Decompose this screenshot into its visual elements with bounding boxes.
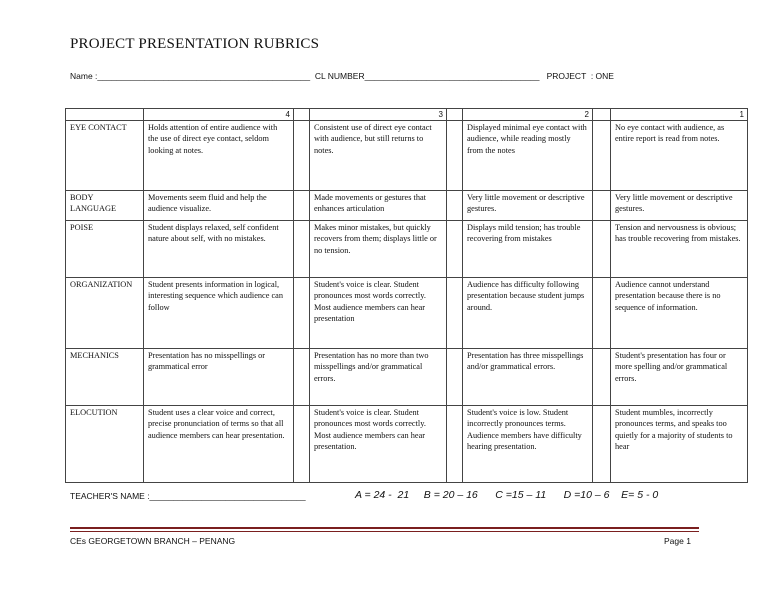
document-title: PROJECT PRESENTATION RUBRICS [70,36,320,52]
score-gap [447,221,463,278]
rubric-cell: Very little movement or descriptive gestures. [611,191,748,221]
rubric-row-poise [66,221,748,278]
score-gap [294,349,310,406]
rubric-cell: Makes minor mistakes, but quickly recovers from them; displays little or no tension. [310,221,447,278]
rubric-cell: Consistent use of direct eye contact with audience, but still returns to notes. [310,121,447,191]
footer-rule-thin [70,531,699,532]
header-cell: 4 [144,109,294,121]
score-gap [447,349,463,406]
rubric-cell: Student's voice is clear. Student pronounces most words correctly. Most audience members can hear presentation. [310,406,447,483]
footer-rule [70,527,699,529]
criterion-label: ELOCUTION [66,406,144,483]
footer-branch: CEs GEORGETOWN BRANCH – PENANG [70,536,236,546]
teacher-name-line: TEACHER'S NAME :_________________________________ [70,491,306,501]
header-cell: 1 [611,109,748,121]
criterion-label: BODY LANGUAGE [66,191,144,221]
score-gap [294,278,310,349]
rubric-cell: Student displays relaxed, self confident nature about self, with no mistakes. [144,221,294,278]
header-cell: 3 [310,109,447,121]
rubric-cell: No eye contact with audience, as entire report is read from notes. [611,121,748,191]
score-gap [447,278,463,349]
criterion-label: ORGANIZATION [66,278,144,349]
score-gap [294,406,310,483]
score-gap [593,121,611,191]
score-gap [593,278,611,349]
rubric-cell: Presentation has three misspellings and/or grammatical errors. [463,349,593,406]
score-gap [447,191,463,221]
rubric-cell: Student's voice is low. Student incorrectly pronounces terms. Audience members have difficulty hearing presentation. [463,406,593,483]
rubric-cell: Student's voice is clear. Student pronounces most words correctly. Most audience members can hear presentation [310,278,447,349]
criterion-label: POISE [66,221,144,278]
rubric-cell: Made movements or gestures that enhances articulation [310,191,447,221]
score-gap [593,191,611,221]
rubric-row-eye-contact [66,121,748,191]
score-gap [593,221,611,278]
rubric-cell: Student mumbles, incorrectly pronounces terms, and speaks too quietly for a majority of students to hear [611,406,748,483]
criterion-label: MECHANICS [66,349,144,406]
score-gap [294,191,310,221]
header-cell [447,109,463,121]
rubric-cell: Movements seem fluid and help the audience visualize. [144,191,294,221]
rubric-cell: Displayed minimal eye contact with audience, while reading mostly from the notes [463,121,593,191]
page-number: Page 1 [664,536,691,546]
criterion-label: EYE CONTACT [66,121,144,191]
rubric-row-organization [66,278,748,349]
rubric-table [65,108,748,483]
rubric-row-mechanics [66,349,748,406]
header-cell [294,109,310,121]
score-gap [447,121,463,191]
rubric-cell: Displays mild tension; has trouble recovering from mistakes [463,221,593,278]
header-cell [593,109,611,121]
score-gap [593,349,611,406]
header-cell: 2 [463,109,593,121]
rubric-cell: Student presents information in logical, interesting sequence which audience can follow [144,278,294,349]
rubric-row-elocution [66,406,748,483]
rubric-cell: Student uses a clear voice and correct, precise pronunciation of terms so that all audience members can hear presentation. [144,406,294,483]
rubric-row-body-language [66,191,748,221]
rubric-cell: Presentation has no more than two misspellings and/or grammatical errors. [310,349,447,406]
rubric-cell: Audience has difficulty following presentation because student jumps around. [463,278,593,349]
score-gap [593,406,611,483]
rubric-header-row [66,109,748,121]
name-line: Name :_____________________________________________ CL NUMBER_____________________________________ PROJECT : ONE [70,71,614,81]
rubric-cell: Presentation has no misspellings or grammatical error [144,349,294,406]
rubric-cell: Tension and nervousness is obvious; has trouble recovering from mistakes. [611,221,748,278]
rubric-cell: Holds attention of entire audience with the use of direct eye contact, seldom looking at notes. [144,121,294,191]
score-gap [294,221,310,278]
rubric-cell: Audience cannot understand presentation because there is no sequence of information. [611,278,748,349]
rubric-cell: Very little movement or descriptive gestures. [463,191,593,221]
rubric-cell: Student's presentation has four or more spelling and/or grammatical errors. [611,349,748,406]
score-gap [447,406,463,483]
grade-scale: A = 24 - 21 B = 20 – 16 C =15 – 11 D =10 – 6 E= 5 - 0 [355,489,659,501]
score-gap [294,121,310,191]
header-cell [66,109,144,121]
